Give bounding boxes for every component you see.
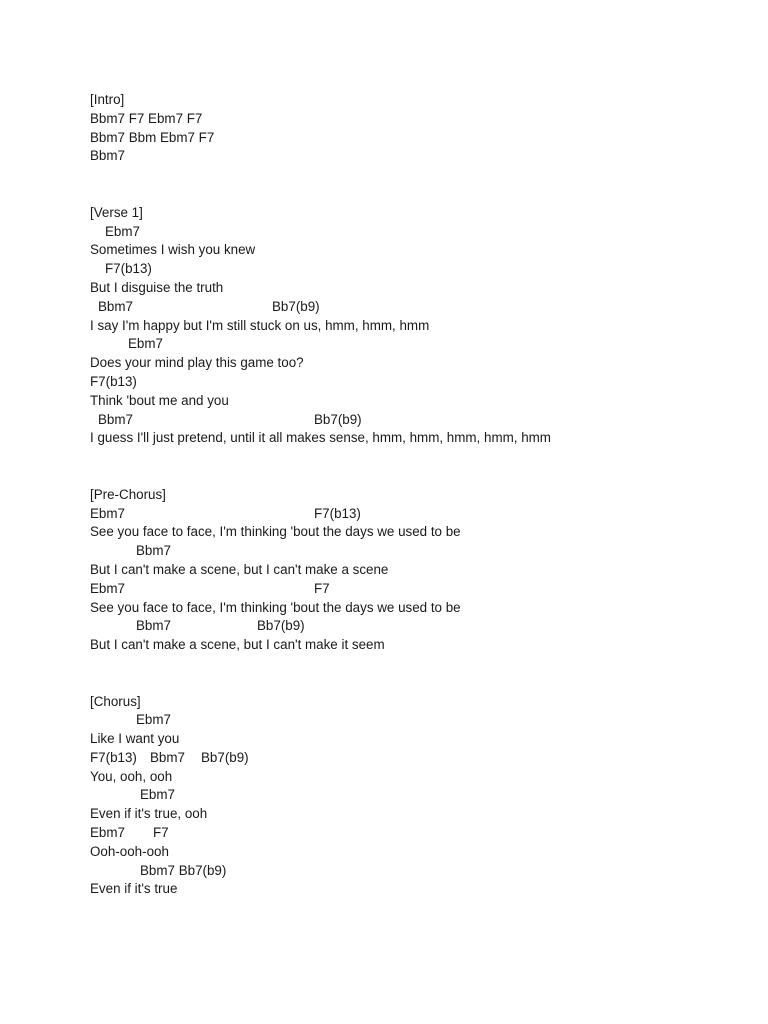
- chord: F7(b13): [90, 373, 137, 389]
- chord: Ebm7: [105, 223, 140, 239]
- lyric-line: Does your mind play this game too?: [90, 355, 304, 371]
- lyric-line: But I can't make a scene, but I can't make a scene: [90, 561, 389, 577]
- chord: Bbm7: [98, 411, 133, 427]
- chord-line: [90, 824, 750, 843]
- chord-line: [90, 711, 750, 730]
- chord: Bb7(b9): [272, 298, 320, 314]
- chord-line: [90, 505, 750, 524]
- chord-line: [90, 542, 750, 561]
- chord: Ebm7: [136, 712, 171, 728]
- chord-line: Bbm7 Bbm Ebm7 F7: [90, 129, 215, 145]
- chord-line: [90, 862, 750, 881]
- section-header-chorus: [Chorus]: [90, 693, 141, 709]
- chord: F7(b13): [314, 505, 361, 521]
- chord: Ebm7: [90, 580, 125, 596]
- lyric-line: See you face to face, I'm thinking 'bout the days we used to be: [90, 524, 461, 540]
- spacer: [90, 674, 750, 693]
- lyric-line: I guess I'll just pretend, until it all makes sense, hmm, hmm, hmm, hmm, hmm: [90, 430, 551, 446]
- chord: Bb7(b9): [257, 618, 305, 634]
- spacer: [90, 655, 750, 674]
- chord: Bbm7: [136, 618, 171, 634]
- chord-line: Bbm7: [90, 148, 125, 164]
- chord-line: [90, 617, 750, 636]
- chord-line: [90, 335, 750, 354]
- chord: Bbm7 Bb7(b9): [140, 862, 227, 878]
- lyric-line: Even if it's true, ooh: [90, 806, 208, 822]
- lyric-line: But I can't make a scene, but I can't make it seem: [90, 637, 385, 653]
- chord: Ebm7: [140, 787, 175, 803]
- lyric-line: Even if it's true: [90, 881, 178, 897]
- chord: F7(b13): [90, 749, 137, 765]
- chord: Bb7(b9): [314, 411, 362, 427]
- chord: F7(b13): [105, 261, 152, 277]
- lyric-line: Think 'bout me and you: [90, 392, 229, 408]
- section-header-pre-chorus: [Pre-Chorus]: [90, 486, 166, 502]
- lyric-line: See you face to face, I'm thinking 'bout the days we used to be: [90, 599, 461, 615]
- spacer: [90, 448, 750, 467]
- chord-sheet: [90, 91, 750, 899]
- chord: Bbm7: [98, 298, 133, 314]
- chord: Ebm7: [90, 825, 125, 841]
- spacer: [90, 185, 750, 204]
- chord: Ebm7: [90, 505, 125, 521]
- chord-line: [90, 373, 750, 392]
- lyric-line: You, ooh, ooh: [90, 768, 173, 784]
- lyric-line: Sometimes I wish you knew: [90, 242, 256, 258]
- chord: Ebm7: [128, 336, 163, 352]
- chord-line: [90, 786, 750, 805]
- lyric-line: But I disguise the truth: [90, 279, 224, 295]
- section-header-intro: [Intro]: [90, 92, 125, 107]
- chord: Bbm7: [136, 543, 171, 559]
- chord-line: Bbm7 F7 Ebm7 F7: [90, 110, 203, 126]
- section-header-verse-1: [Verse 1]: [90, 204, 143, 220]
- chord: Bb7(b9): [201, 749, 249, 765]
- lyric-line: Like I want you: [90, 731, 180, 747]
- lyric-line: Ooh-ooh-ooh: [90, 843, 169, 859]
- chord-line: [90, 580, 750, 599]
- chord-line: [90, 411, 750, 430]
- chord-line: [90, 223, 750, 242]
- chord-line: [90, 260, 750, 279]
- chord-line: [90, 298, 750, 317]
- lyric-line: I say I'm happy but I'm still stuck on us, hmm, hmm, hmm: [90, 317, 430, 333]
- chord: F7: [314, 580, 330, 596]
- spacer: [90, 467, 750, 486]
- chord: Bbm7: [150, 749, 185, 765]
- chord: F7: [153, 825, 169, 841]
- chord-line: [90, 749, 750, 768]
- spacer: [90, 166, 750, 185]
